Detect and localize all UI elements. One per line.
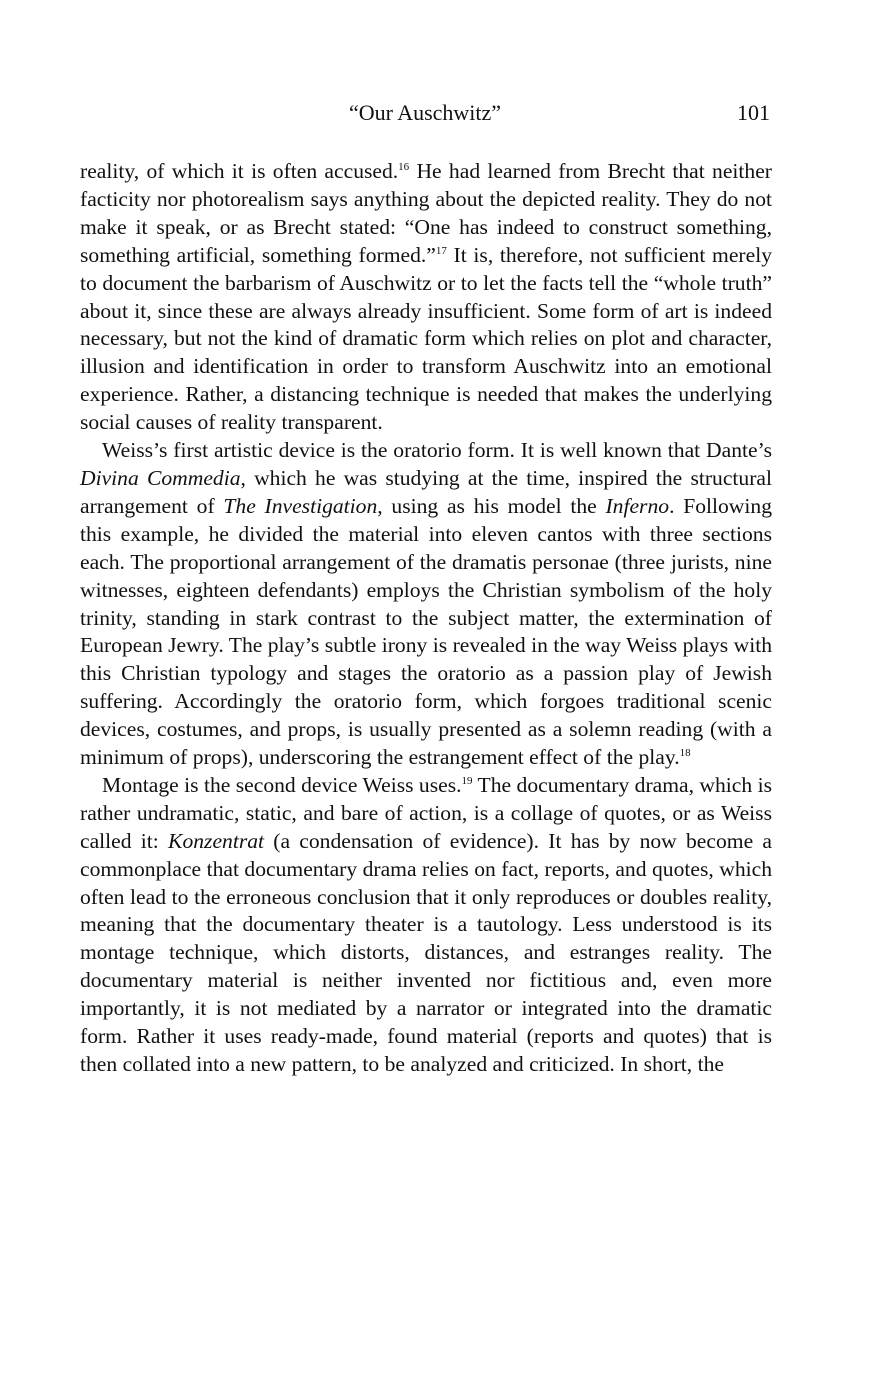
italic-title: The Investigation xyxy=(223,493,378,518)
footnote-ref: 17 xyxy=(435,244,447,257)
page-header xyxy=(80,100,770,132)
italic-title: Inferno xyxy=(605,493,670,518)
running-title: “Our Auschwitz” xyxy=(348,100,502,125)
text-run: . Following this example, he divided the material into eleven cantos with three sections each. The proportional arrangement of the dramatis personae (three jurists, nine witnesses, eighteen defendants) employs the Christian symbolism of the holy trinity, standing in stark contrast to the subject matter, the extermination of European Jewry. The play’s subtle irony is revealed in the way Weiss plays with this Christian typology and stages the oratorio as a passion play of Jewish suffering. Accordingly the oratorio form, which forgoes traditional scenic devices, costumes, and props, is usually presented as a solemn reading (with a minimum of props), underscoring the estrangement effect of the play. xyxy=(80,493,772,770)
footnote-ref: 19 xyxy=(461,774,473,787)
footnote-ref: 16 xyxy=(398,161,410,173)
italic-title: Divina Commedia xyxy=(80,465,241,490)
text-run: , which he was studying at the time, inspired the structural arrangement of xyxy=(80,465,772,518)
text-run: reality, of which it is often accused. xyxy=(80,159,399,183)
paragraph xyxy=(80,772,772,1079)
body-text xyxy=(80,158,772,1079)
text-run: The documentary drama, which is rather undramatic, static, and bare of action, is a collage of quotes, or as Weiss called it: xyxy=(80,772,772,853)
text-run: It is, therefore, not sufficient merely to document the barbarism of Auschwitz or to let the facts tell the “whole truth” about it, since these are always already insufficient. Some form of art is indeed necessary, but not the kind of dramatic form which relies on plot and character, illusion and identification in order to transform Auschwitz into an emotional experience. Rather, a distancing technique is needed that makes the underlying social causes of reality transparent. xyxy=(80,242,772,435)
paragraph xyxy=(80,437,772,772)
text-run: Montage is the second device Weiss uses. xyxy=(102,772,462,797)
text-run: , using as his model the xyxy=(377,493,606,518)
page-number: 101 xyxy=(737,100,770,125)
footnote-ref: 18 xyxy=(679,747,691,760)
text-run: Weiss’s first artistic device is the oratorio form. It is well known that Dante’s xyxy=(102,438,772,463)
italic-title: Konzentrat xyxy=(168,828,265,853)
paragraph xyxy=(80,158,772,437)
text-run: (a condensation of evidence). It has by now become a commonplace that documentary drama relies on fact, reports, and quotes, which often lead to the erroneous conclusion that it only reproduces or doubles reality, meaning that the documentary theater is a tautology. Less understood is its montage technique, which distorts, distances, and estranges reality. The documentary material is neither invented nor fictitious and, even more importantly, it is not mediated by a narrator or integrated into the dramatic form. Rather it uses ready-made, found material (reports and quotes) that is then collated into a new pattern, to be analyzed and criticized. In short, the xyxy=(80,828,772,1076)
text-run: He had learned from Brecht that neither facticity nor photorealism says anything about the depicted reality. They do not make it speak, or as Brecht stated: “One has indeed to construct something, something artificial, something formed.” xyxy=(80,159,772,267)
